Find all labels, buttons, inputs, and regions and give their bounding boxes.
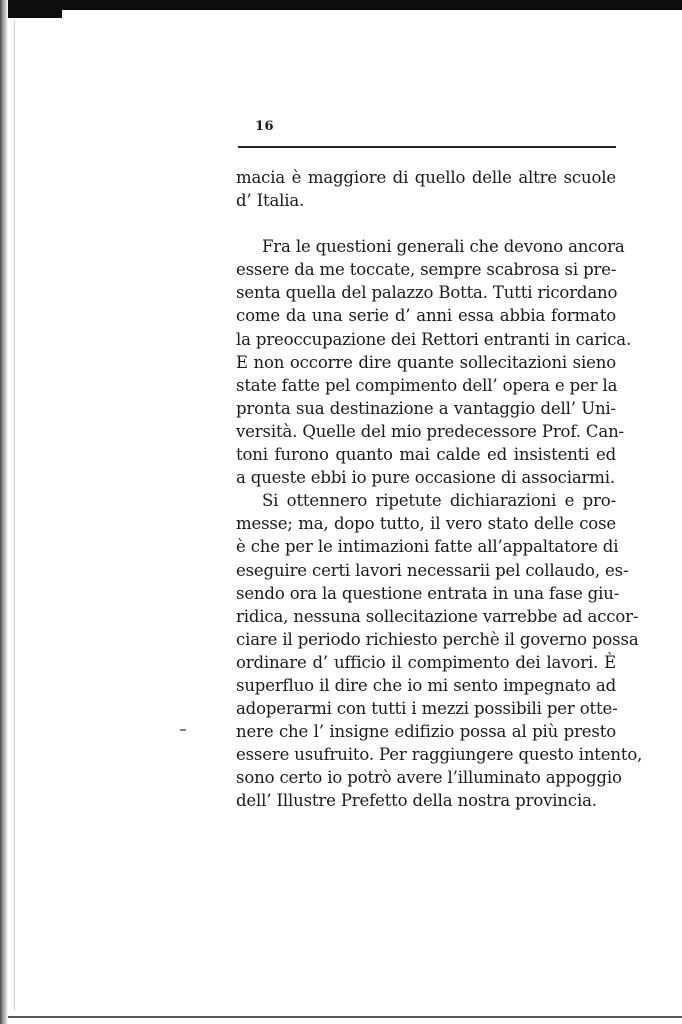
scan-bottom-edge bbox=[8, 1016, 682, 1018]
text-line: versità. Quelle del mio predecessore Prof. Can- bbox=[236, 421, 624, 441]
scan-top-border bbox=[0, 0, 682, 10]
text-line: essere da me toccate, sempre scabrosa si pre- bbox=[236, 260, 617, 280]
text-line: state fatte pel compimento dell’ opera e per la bbox=[236, 375, 618, 395]
text-line: Fra le questioni generali che devono ancora bbox=[262, 237, 625, 257]
text-line: senta quella del palazzo Botta. Tutti ricordano bbox=[236, 283, 618, 303]
text-line: sono certo io potrò avere l’illuminato appoggio bbox=[236, 768, 622, 788]
paragraph-gap bbox=[236, 212, 616, 235]
text-line: adoperarmi con tutti i mezzi possibili per otte- bbox=[236, 699, 618, 719]
text-line: a queste ebbi io pure occasione di associarmi. bbox=[236, 468, 615, 488]
header-rule bbox=[238, 146, 616, 148]
text-line: ciare il periodo richiesto perchè il governo possa bbox=[236, 629, 639, 649]
scan-speck bbox=[180, 729, 186, 731]
text-line: la preoccupazione dei Rettori entranti in carica. bbox=[236, 329, 632, 349]
scan-binding-line bbox=[14, 20, 15, 1010]
text-line: superfluo il dire che io mi sento impegnato ad bbox=[236, 675, 616, 695]
text-line: Si ottennero ripetute dichiarazioni e pro- bbox=[262, 491, 616, 511]
text-line: come da una serie d’ anni essa abbia formato bbox=[236, 306, 616, 326]
text-line: ordinare d’ ufficio il compimento dei lavori. È bbox=[236, 652, 616, 672]
text-line: messe; ma, dopo tutto, il vero stato delle cose bbox=[236, 514, 616, 534]
scan-corner-mark bbox=[0, 6, 62, 18]
text-line: macia è maggiore di quello delle altre scuole bbox=[236, 168, 616, 187]
text-line: d’ Italia. bbox=[236, 191, 305, 211]
text-line: ridica, nessuna sollecitazione varrebbe ad accor- bbox=[236, 606, 639, 626]
text-line: dell’ Illustre Prefetto della nostra provincia. bbox=[236, 791, 597, 811]
text-line: eseguire certi lavori necessarii pel collaudo, es- bbox=[236, 560, 629, 580]
text-line: è che per le intimazioni fatte all’appaltatore di bbox=[236, 537, 619, 557]
text-line: sendo ora la questione entrata in una fase giu- bbox=[236, 583, 620, 603]
text-line: nere che l’ insigne edifizio possa al più presto bbox=[236, 722, 616, 742]
scan-left-edge bbox=[0, 0, 8, 1024]
text-line: E non occorre dire quante sollecitazioni sieno bbox=[236, 352, 616, 372]
page-body bbox=[236, 166, 643, 813]
page-number: 16 bbox=[255, 119, 275, 134]
text-line: toni furono quanto mai calde ed insistenti ed bbox=[236, 445, 616, 465]
text-line: pronta sua destinazione a vantaggio dell’ Uni- bbox=[236, 398, 616, 418]
text-line: essere usufruito. Per raggiungere questo intento, bbox=[236, 745, 643, 765]
